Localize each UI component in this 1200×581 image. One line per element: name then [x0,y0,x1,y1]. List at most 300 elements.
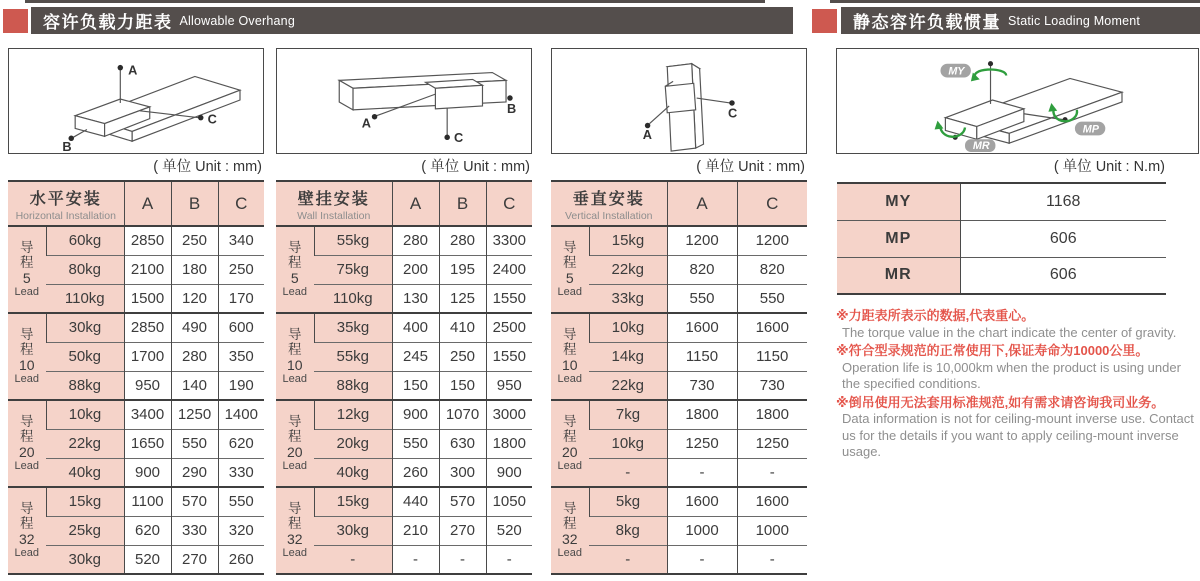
table-row [551,226,807,255]
lead-group [276,400,532,487]
value-cell: 340 [218,226,264,255]
wall-installation-table [276,180,532,575]
value-cell: 260 [218,545,264,574]
lead-group [551,313,807,400]
section-wall [276,0,532,581]
unit-label-mm: ( 单位 Unit : mm) [421,159,530,175]
value-cell: 950 [486,371,532,400]
lead-number: 32 [18,531,35,547]
lead-group [551,400,807,487]
table-row [276,487,532,516]
value-cell: 280 [439,226,486,255]
lead-char: 导 [563,414,577,429]
value-cell: 1550 [486,284,532,313]
value-cell: - [439,545,486,574]
table-row [276,255,532,284]
column-header-b: B [171,181,218,226]
load-cell: - [589,458,667,487]
lead-word: Lead [282,373,307,385]
value-cell: 520 [486,516,532,545]
point-c-dot [198,115,203,120]
table-row [8,487,264,516]
value-cell: 1500 [124,284,171,313]
load-cell: 5kg [589,487,667,516]
lead-char: 程 [288,342,302,357]
point-a-dot [118,65,123,70]
load-cell: 110kg [46,284,124,313]
lead-number: 32 [286,531,303,547]
horizontal-installation-table [8,180,264,575]
load-cell: 12kg [314,400,392,429]
lead-word: Lead [557,547,582,559]
lead-number: 20 [286,444,303,460]
load-cell: 30kg [46,313,124,342]
table-title [8,181,124,226]
lead-number: 10 [18,357,35,373]
table-row [551,313,807,342]
lead-group-label [276,400,314,487]
lead-char: 导 [20,327,34,342]
value-cell: 1150 [667,342,737,371]
load-cell: 88kg [46,371,124,400]
value-cell: 1600 [737,487,807,516]
table-row [8,342,264,371]
value-cell: 820 [737,255,807,284]
note-line-gray: Operation life is 10,000km when the product is using under the specified conditions. [842,359,1181,391]
value-cell: 1000 [737,516,807,545]
moment-data-table [837,182,1166,295]
diagram-moment [836,48,1199,154]
note-line-red: ※力距表所表示的数据,代表重心。 [836,308,1035,323]
load-cell: 20kg [314,429,392,458]
lead-group [276,313,532,400]
column-header-a: A [392,181,439,226]
load-cell: 75kg [314,255,392,284]
lead-group [276,226,532,313]
banner-title-zh: 容许负载力距表 [43,13,173,32]
value-cell: 150 [392,371,439,400]
table-row [551,516,807,545]
load-cell: 22kg [589,371,667,400]
lead-group-label [8,487,46,574]
lead-char: 程 [20,255,34,270]
table-row [551,545,807,574]
load-cell: 15kg [46,487,124,516]
lead-char: 程 [288,255,302,270]
diagram-vertical-installation [551,48,807,154]
accent-square-right [812,9,837,33]
label-c: C [454,130,464,146]
value-cell: - [392,545,439,574]
value-cell: 2100 [124,255,171,284]
load-cell: 110kg [314,284,392,313]
moment-label-my: MY [837,183,960,220]
table-row [276,342,532,371]
value-cell: 330 [218,458,264,487]
column-header-a: A [667,181,737,226]
value-cell: 140 [171,371,218,400]
lead-word: Lead [14,286,39,298]
lead-group-label [8,226,46,313]
lead-group [276,487,532,574]
lead-number: 10 [561,357,578,373]
table-row [8,516,264,545]
notes-block [836,306,1199,462]
value-cell: - [737,458,807,487]
lead-word: Lead [282,460,307,472]
my-label: MY [948,65,965,78]
moment-value-mp: 606 [960,220,1166,257]
value-cell: 1800 [737,400,807,429]
section-horizontal [8,0,264,581]
value-cell: 320 [218,516,264,545]
lead-char: 程 [288,516,302,531]
value-cell: 730 [737,371,807,400]
load-cell: 55kg [314,342,392,371]
value-cell: - [486,545,532,574]
lead-char: 导 [20,501,34,516]
lead-char: 程 [288,429,302,444]
table-head [8,181,264,226]
table-row [8,400,264,429]
value-cell: 280 [171,342,218,371]
value-cell: 1650 [124,429,171,458]
lead-group [8,400,264,487]
table-head [276,181,532,226]
label-b: B [507,100,517,116]
value-cell: 180 [171,255,218,284]
header-row [276,181,532,226]
load-cell: 33kg [589,284,667,313]
value-cell: 1050 [486,487,532,516]
value-cell: 350 [218,342,264,371]
value-cell: 1800 [667,400,737,429]
value-cell: 900 [124,458,171,487]
lead-group-label [276,487,314,574]
table-row [551,487,807,516]
moment-label-mp: MP [837,220,960,257]
value-cell: 520 [124,545,171,574]
value-cell: 2850 [124,313,171,342]
table-row [551,400,807,429]
value-cell: 1200 [667,226,737,255]
table-row [551,284,807,313]
lead-group-label [8,400,46,487]
horizontal-installation-data-table [8,180,264,575]
lead-char: 导 [288,240,302,255]
header-row [8,181,264,226]
load-cell: 15kg [589,226,667,255]
load-cell: 25kg [46,516,124,545]
load-cell: 55kg [314,226,392,255]
label-a: A [361,115,372,131]
value-cell: 1400 [218,400,264,429]
lead-word: Lead [557,460,582,472]
moment-label-mr: MR [837,257,960,294]
load-cell: 80kg [46,255,124,284]
load-cell: 35kg [314,313,392,342]
column-header-c: C [737,181,807,226]
table-title-en: Horizontal Installation [15,209,116,222]
lead-word: Lead [282,286,307,298]
lead-group [8,226,264,313]
value-cell: 440 [392,487,439,516]
table-row [276,371,532,400]
table-title-en: Vertical Installation [564,209,653,222]
lead-char: 程 [563,516,577,531]
note-line-gray: The torque value in the chart indicate the center of gravity. [842,324,1177,340]
lead-group-label [276,313,314,400]
moment-value-mr: 606 [960,257,1166,294]
note-line-red: ※符合型录规范的正常使用下,保证寿命为10000公里。 [836,343,1149,358]
slider-front-face [435,85,482,109]
label-a: A [128,62,138,78]
load-cell: 30kg [314,516,392,545]
lead-char: 导 [20,240,34,255]
lead-group-label [276,226,314,313]
load-cell: - [589,545,667,574]
table-row [276,400,532,429]
load-cell: 7kg [589,400,667,429]
value-cell: 120 [171,284,218,313]
lead-word: Lead [14,373,39,385]
vertical-installation-data-table [551,180,807,575]
table-row [8,313,264,342]
table-row [276,284,532,313]
table-title-zh: 垂直安装 [572,190,645,208]
value-cell: 245 [392,342,439,371]
lead-char: 导 [20,414,34,429]
column-header-c: C [486,181,532,226]
load-cell: 60kg [46,226,124,255]
moment-table [837,182,1166,295]
lead-group-label [551,226,589,313]
lead-char: 导 [288,327,302,342]
lead-group-label [551,400,589,487]
table-row [837,183,1166,220]
table-row [276,313,532,342]
table-title [551,181,667,226]
load-cell: 40kg [46,458,124,487]
table-row [276,458,532,487]
table-title-zh: 壁挂安装 [297,190,370,208]
lead-word: Lead [557,286,582,298]
table-row [8,284,264,313]
value-cell: 1250 [737,429,807,458]
lead-number: 20 [18,444,35,460]
table-row [8,226,264,255]
table-row [8,458,264,487]
load-cell: 10kg [589,429,667,458]
value-cell: 3400 [124,400,171,429]
table-row [8,255,264,284]
table-row [551,371,807,400]
value-cell: 410 [439,313,486,342]
value-cell: 1250 [667,429,737,458]
lead-group [8,487,264,574]
lead-number: 32 [561,531,578,547]
column-header-c: C [218,181,264,226]
lead-group-label [551,313,589,400]
lead-char: 导 [288,501,302,516]
value-cell: 600 [218,313,264,342]
mr-label: MR [972,140,990,153]
label-c: C [728,105,738,121]
value-cell: 550 [218,487,264,516]
load-cell: 10kg [589,313,667,342]
value-cell: 950 [124,371,171,400]
value-cell: 125 [439,284,486,313]
table-row [551,255,807,284]
table-row [837,257,1166,294]
my-axis-dot [988,61,993,66]
load-cell: - [314,545,392,574]
lead-word: Lead [14,460,39,472]
table-row [276,516,532,545]
lead-number: 20 [561,444,578,460]
value-cell: 3300 [486,226,532,255]
value-cell: 490 [171,313,218,342]
value-cell: 1700 [124,342,171,371]
lead-number: 5 [565,270,574,286]
value-cell: - [667,458,737,487]
lead-group [551,487,807,574]
value-cell: 200 [392,255,439,284]
banner-title-zh: 静态容许负载惯量 [853,13,1001,32]
load-cell: 22kg [46,429,124,458]
value-cell: 1800 [486,429,532,458]
table-head [551,181,807,226]
value-cell: 900 [392,400,439,429]
lead-char: 导 [563,501,577,516]
label-b: B [62,139,72,153]
unit-label-nm: ( 单位 Unit : N.m) [1053,159,1165,175]
value-cell: 170 [218,284,264,313]
value-cell: 1150 [737,342,807,371]
table-row [551,458,807,487]
slider-face [665,83,695,112]
value-cell: 1100 [124,487,171,516]
value-cell: 1250 [171,400,218,429]
lead-char: 导 [563,240,577,255]
diagram-horizontal-installation [8,48,264,154]
value-cell: 130 [392,284,439,313]
section-moment [836,0,1199,581]
load-cell: 22kg [589,255,667,284]
mp-label: MP [1082,123,1099,136]
load-cell: 8kg [589,516,667,545]
value-cell: 730 [667,371,737,400]
lead-group [8,313,264,400]
vertical-installation-table [551,180,807,575]
column-header-b: B [439,181,486,226]
load-cell: 50kg [46,342,124,371]
lead-word: Lead [14,547,39,559]
value-cell: 2400 [486,255,532,284]
value-cell: 1000 [667,516,737,545]
lead-char: 程 [20,516,34,531]
moment-rows [837,183,1166,294]
header-row [551,181,807,226]
load-cell: 14kg [589,342,667,371]
value-cell: 820 [667,255,737,284]
value-cell: 1070 [439,400,486,429]
value-cell: 400 [392,313,439,342]
table-row [276,226,532,255]
table-row [551,429,807,458]
value-cell: 620 [218,429,264,458]
load-cell: 30kg [46,545,124,574]
value-cell: 3000 [486,400,532,429]
lead-group-label [8,313,46,400]
value-cell: 300 [439,458,486,487]
column-header-a: A [124,181,171,226]
lead-char: 程 [563,429,577,444]
lead-char: 程 [563,255,577,270]
value-cell: 570 [439,487,486,516]
value-cell: 210 [392,516,439,545]
table-row [8,371,264,400]
value-cell: 250 [218,255,264,284]
value-cell: 1600 [667,487,737,516]
value-cell: 1600 [667,313,737,342]
label-a: A [642,127,652,143]
lead-word: Lead [557,373,582,385]
value-cell: - [667,545,737,574]
value-cell: 900 [486,458,532,487]
value-cell: 550 [392,429,439,458]
value-cell: 630 [439,429,486,458]
value-cell: 1200 [737,226,807,255]
load-cell: 10kg [46,400,124,429]
lead-group-label [551,487,589,574]
value-cell: 280 [392,226,439,255]
diagram-wall-installation [276,48,532,154]
banner-title-en: Allowable Overhang [179,13,295,28]
value-cell: 250 [171,226,218,255]
value-cell: 150 [439,371,486,400]
moment-value-my: 1168 [960,183,1166,220]
load-cell: 40kg [314,458,392,487]
table-row [8,429,264,458]
label-c: C [207,111,217,127]
table-title-en: Wall Installation [297,209,371,222]
value-cell: 1550 [486,342,532,371]
load-cell: 15kg [314,487,392,516]
value-cell: 1600 [737,313,807,342]
lead-char: 程 [20,429,34,444]
lead-char: 程 [563,342,577,357]
value-cell: 195 [439,255,486,284]
value-cell: - [737,545,807,574]
value-cell: 330 [171,516,218,545]
note-line-red: ※倒吊使用无法套用标准规范,如有需求请咨询我司业务。 [836,394,1165,410]
table-row [276,545,532,574]
point-c-dot [444,135,449,140]
value-cell: 270 [171,545,218,574]
value-cell: 620 [124,516,171,545]
unit-label-mm: ( 单位 Unit : mm) [153,159,262,175]
table-row [8,545,264,574]
point-a-dot [372,114,377,119]
lead-number: 5 [22,270,31,286]
value-cell: 550 [737,284,807,313]
lead-word: Lead [282,547,307,559]
value-cell: 250 [439,342,486,371]
table-row [551,342,807,371]
value-cell: 2850 [124,226,171,255]
table-title [276,181,392,226]
